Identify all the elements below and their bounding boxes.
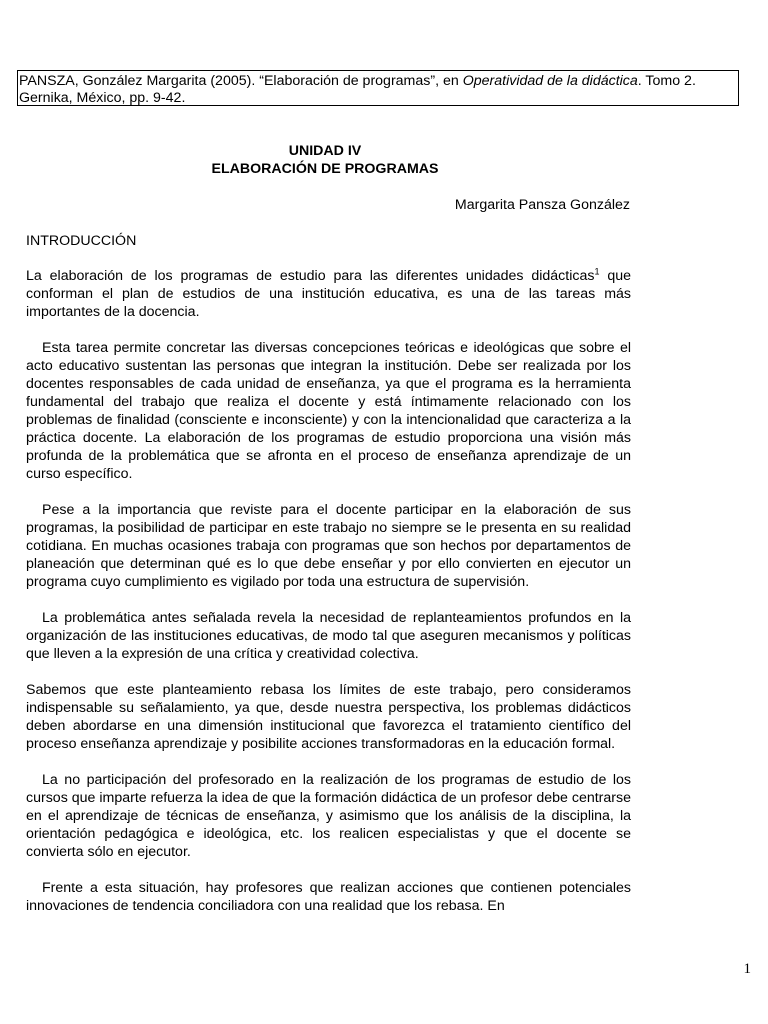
- paragraph-4: La problemática antes señalada revela la necesidad de replanteamientos profundos en la organización de las instituciones educativas, de modo tal que aseguren mecanismos y políticas que lleven a la expresión de una crítica y creatividad colectiva.: [26, 610, 631, 662]
- paragraph-7: Frente a esta situación, hay profesores que realizan acciones que contienen potenciales innovaciones de tendencia conciliadora con una realidad que los rebasa. En: [26, 880, 631, 914]
- paragraph-1: La elaboración de los programas de estudio para las diferentes unidades didácticas$^1$ que conforman el plan de estudios de una institución educativa, es una de las tareas más importantes de la docencia.: [26, 266, 631, 320]
- paragraph-5: Sabemos que este planteamiento rebasa los límites de este trabajo, pero consideramos indispensable su señalamiento, ya que, desde nuestra perspectiva, los problemas didácticos deben abordarse en una dimensión institucional que favorezca el tratamiento científico del proceso enseñanza aprendizaje y posibilite acciones transformadoras en la educación formal.: [26, 682, 631, 752]
- page-number: 1: [743, 961, 751, 977]
- footnote-marker: 1: [594, 266, 600, 277]
- author-name: Margarita Pansza González: [454, 197, 630, 213]
- paragraph-6: La no participación del profesorado en la realización de los programas de estudio de los cursos que imparte refuerza la idea de que la formación didáctica de un profesor debe centrarse en el aprendizaje de técnicas de enseñanza, y asimismo que los análisis de la disciplina, la orientación pedagógica e ideológica, etc. los realicen especialistas y que el docente se convierta sólo en ejecutor.: [26, 772, 631, 860]
- paragraph-2: Esta tarea permite concretar las diversas concepciones teóricas e ideológicas que sobre el acto educativo sustentan las personas que integran la institución. Debe ser realizada por los docentes responsables de cada unidad de enseñanza, ya que el programa es la herramienta fundamental del trabajo que realiza el docente y está íntimamente relacionado con los problemas de finalidad (consciente e inconsciente) y con la intencionalidad que caracteriza a la práctica docente. La elaboración de los programas de estudio proporciona una visión más profunda de la problemática que se afronta en el proceso de enseñanza aprendizaje de un curso específico.: [26, 340, 631, 482]
- citation-book-title: Operatividad de la didáctica: [462, 73, 638, 89]
- citation-box: [17, 70, 739, 106]
- body-text: [26, 267, 631, 933]
- citation-details: . Tomo 2. Gernika, México, pp. 9-42.: [19, 73, 696, 106]
- unit-heading: UNIDAD IV: [288, 143, 362, 159]
- paragraph-3: Pese a la importancia que reviste para el docente participar en la elaboración de sus programas, la posibilidad de participar en este trabajo no siempre se le presenta en su realidad cotidiana. En muchas ocasiones trabaja con programas que son hechos por departamentos de planeación que determinan qué es lo que debe enseñar y por ello convierten en ejecutor un programa cuyo cumplimiento es vigilado por toda una estructura de supervisión.: [26, 502, 631, 590]
- chapter-title: ELABORACIÓN DE PROGRAMAS: [211, 161, 439, 177]
- citation-text: PANSZA, González Margarita (2005). “Elaboración de programas”, en: [19, 73, 463, 89]
- section-title: INTRODUCCIÓN: [26, 233, 137, 249]
